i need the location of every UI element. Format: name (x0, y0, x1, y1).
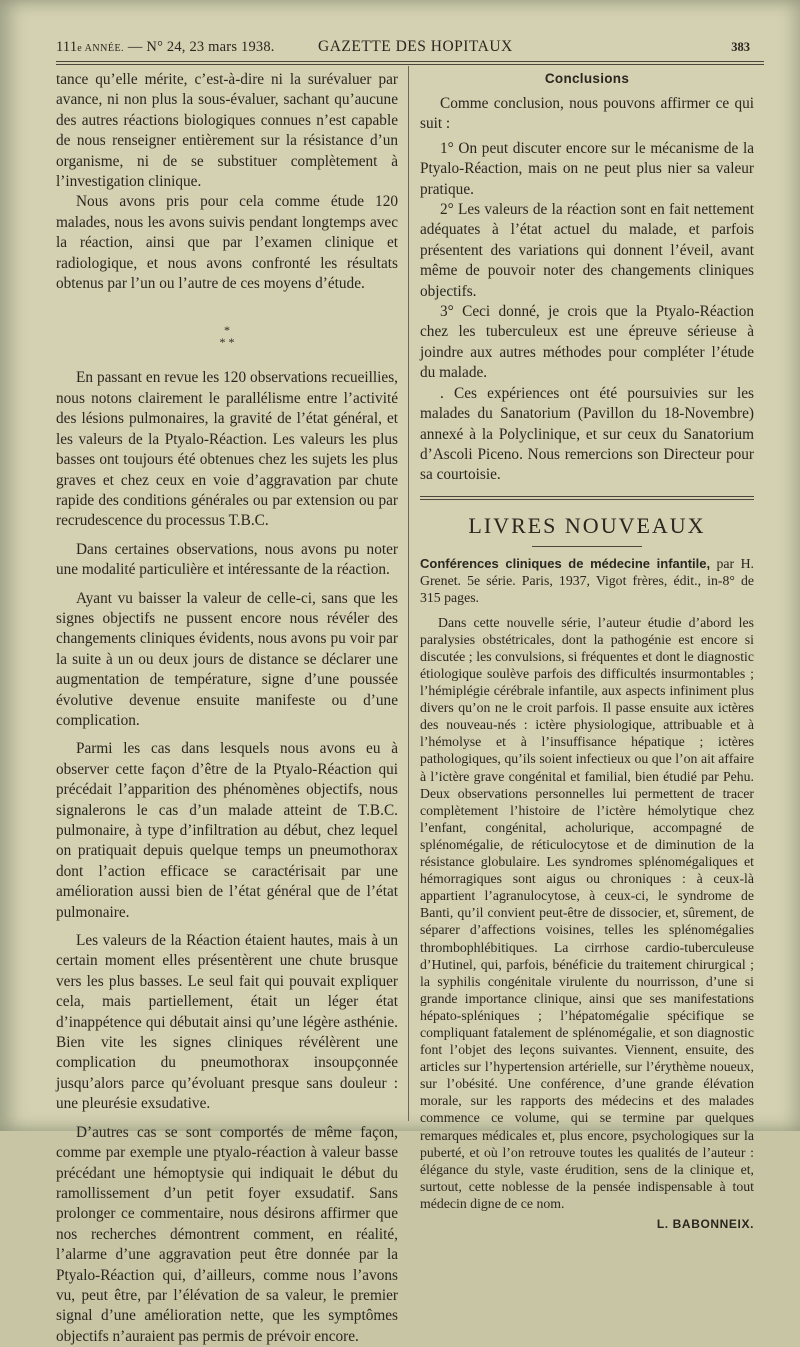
review-body: Dans cette nouvelle série, l’auteur étudie d’abord les paralysies obstétricales, dont la pathogénie est encore si discutée ; les convulsions, si fréquentes et dont le diagnostic étiologique soulève parfois des difficultés insurmontables ; l’hémiplégie cérébrale infantile, aux aspects infiniment plus divers qu’on ne le croit parfois. Il passe ensuite aux ictères des nouveau-nés : ictère physiologique, attribuable et à l’hémolyse et à l’insuffisance hépatique ; ictères pathologiques, qu’ils soient infectieux ou que l’on ait affaire à l’ictère grave congénital et familial, bien étudié par Pehu. Deux observations personnelles lui permettent de tracer complètement l’histoire de l’ictère hémolytique chez l’enfant, congénital, acholurique, accompagné de splénomégalie, de réticulocytose et de diminution de la résistance globulaire. Les syndromes splénomégaliques et hémorragiques sont aigus ou chroniques : à ceux-là appartient l’agranulocytose, à ceux-ci, le syndrome de Banti, qu’il convient peut-être de dissocier, et, sûrement, de séparer d’affections voisines, telles les splénomégalies thrombophlébitiques. La cirrhose cardio-tuberculeuse d’Hutinel, qui, parfois, bénéficie du traitement chirurgical ; la syphilis congénitale virulente du nourrisson, d’une si grande importance clinique, ainsi que ses manifestations hépato-spléniques ; l’hépatomégalie spécifique se compliquant fatalement de splénomégalie, et son diagnostic font l’objet des leçons suivantes. Viennent, ensuite, des articles sur l’hypertension artérielle, sur l’érythème noueux, sur l’obésité. Une conférence, d’une grande élévation morale, sur les rapports des médecins et des malades commence ce volume, qui se termine par quelques remarques médicales et, plus encore, psychologiques sur la puberté, et où l’on retrouve toutes les qualités de l’auteur : élégance du style, vaste érudition, sens de la clinique et, surtout, cette noblesse de la pensée indispensable à tout médecin digne de ce nom. (420, 614, 754, 1211)
column-divider (408, 66, 409, 1121)
review-body-wrap (420, 614, 754, 1212)
star-bottom: * * (219, 335, 235, 350)
journal-title: GAZETTE DES HOPITAUX (318, 38, 513, 55)
issue-info (56, 34, 275, 62)
issue-year-suffix: e ANNÉE. (77, 43, 125, 54)
paragraph: Parmi les cas dans lesquels nous avons eu à observer cette façon d’être de la Ptyalo-Réaction qui précédait l’apparition des phénomènes objectifs, nous signalerons le cas d’un malade atteint de T.B.C. pulmonaire, à type d’infiltration au début, chez lequel on pratiquait depuis quelque temps un pneumothorax dont l’action efficace se caractérisait par une amélioration aussi bien de l’état général que de l’état pulmonaire. (56, 740, 398, 921)
star-top: * (224, 323, 230, 338)
conclusion-paragraph: 2° Les valeurs de la réaction sont en fait nettement adéquates à l’état actuel du malade, et parfois présentent des variations qui donnent l’éveil, avant même de pouvoir noter des changements cliniques objectifs. (420, 201, 754, 300)
section-stars (56, 324, 398, 348)
paragraph: Les valeurs de la Réaction étaient hautes, mais à un certain moment elles présentèrent une chute brusque vers les plus basses. Le seul fait qui pouvait expliquer cela, mais partiellement, était un léger état d’inappétence qui débutait ainsi qu’une légère asthénie. Bien vite les signes cliniques révélèrent une complication du pneumothorax insoupçonnée jusqu’alors parce qu’évoluant presque sans douleur : une pleurésie exsudative. (56, 932, 398, 1113)
paragraph: Nous avons pris pour cela comme étude 120 malades, nous les avons suivis pendant longtemps avec la réaction, ainsi que par l’examen clinique et radiologique, et nous avons confronté les résultats obtenus par l’un ou l’autre de ces moyens d’étude. (56, 193, 398, 293)
page-number: 383 (731, 40, 750, 54)
conclusion-paragraph: . Ces expériences ont été poursuivies sur les malades du Sanatorium (Pavillon du 18-Novembre) annexé à la Polyclinique, et sur ceux du Sanatorium d’Ascoli Piceno. Nous remercions son Directeur pour sa courtoisie. (420, 384, 754, 484)
review-title: Conférences cliniques de médecine infantile, (420, 555, 711, 571)
section-double-rule (420, 496, 754, 500)
page-header (56, 34, 756, 60)
paragraph: En passant en revue les 120 observations recueillies, nous notons clairement le parallélisme entre l’activité des lésions pulmonaires, la gravité de l’état général, et les valeurs de la Ptyalo-Réaction. Les valeurs les plus basses ont toujours été obtenues chez les sujets les plus graves et chez ceux en voie d’aggravation par chute rapide des conditions générales ou par extension ou par recrudescence du processus T.B.C. (56, 369, 398, 530)
books-section-title: LIVRES NOUVEAUX (468, 512, 706, 538)
left-column (56, 70, 398, 1347)
review-signature: L. BABONNEIX. (656, 1217, 754, 1231)
review-meta: par H. Grenet. 5e série. Paris, 1937, Vigot frères, édit., in-8° de 315 pages. (420, 555, 754, 605)
conclusion-paragraph: 1° On peut discuter encore sur le mécanisme de la Ptyalo-Réaction, mais on ne peut plus nier sa valeur pratique. (420, 139, 754, 198)
conclusion-paragraph: Comme conclusion, nous pouvons affirmer ce qui suit : (420, 95, 754, 133)
short-rule (532, 546, 642, 547)
conclusions-title: Conclusions (544, 71, 630, 86)
conclusion-paragraph: 3° Ceci donné, je crois que la Ptyalo-Réaction chez les tuberculeux est une épreuve sérieuse à joindre aux autres méthodes pour compléter l’étude du malade. (420, 303, 754, 382)
paragraph: Dans certaines observations, nous avons pu noter une modalité particulière et intéressante de la réaction. (56, 540, 398, 579)
right-column (420, 70, 754, 1234)
header-rule (56, 61, 764, 62)
issue-year: 111 (56, 39, 78, 55)
issue-number: — N° 24, 23 mars 1938. (124, 39, 275, 55)
paragraph: tance qu’elle mérite, c’est-à-dire ni la surévaluer par avance, ni non plus la sous-évaluer, sachant qu’aucune des autres réactions biologiques connues n’est capable de nous renseigner entièrement sur la résistance d’un organisme, ni de se substituer complètement à l’investigation clinique. (56, 71, 398, 191)
review-heading (420, 555, 754, 606)
paragraph: D’autres cas se sont comportés de même façon, comme par exemple une ptyalo-réaction à valeur basse précédant une hémoptysie qui indiquait le début du ramollissement d’un petit foyer exsudatif. Sans prolonger ce commentaire, nous désirons affirmer que nos recherches démontrent comment, en réalité, l’alarme d’une aggravation peut être donnée par la Ptyalo-Réaction qui, d’ailleurs, comme nous l’avons vu, peut être, par l’élévation de sa valeur, le premier signal d’une amélioration nette, que les symptômes objectifs n’auraient pas permis de prévoir encore. (56, 1123, 398, 1345)
paragraph: Ayant vu baisser la valeur de celle-ci, sans que les signes objectifs ne pussent encore nous révéler des changements cliniques évidents, nous avons pu voir par la suite à un ou deux jours de distance se déclarer une augmentation de température, signe d’une poussée évolutive devenue ensuite manifeste ou d’une complication. (56, 589, 398, 729)
header-rule-2 (56, 64, 764, 65)
